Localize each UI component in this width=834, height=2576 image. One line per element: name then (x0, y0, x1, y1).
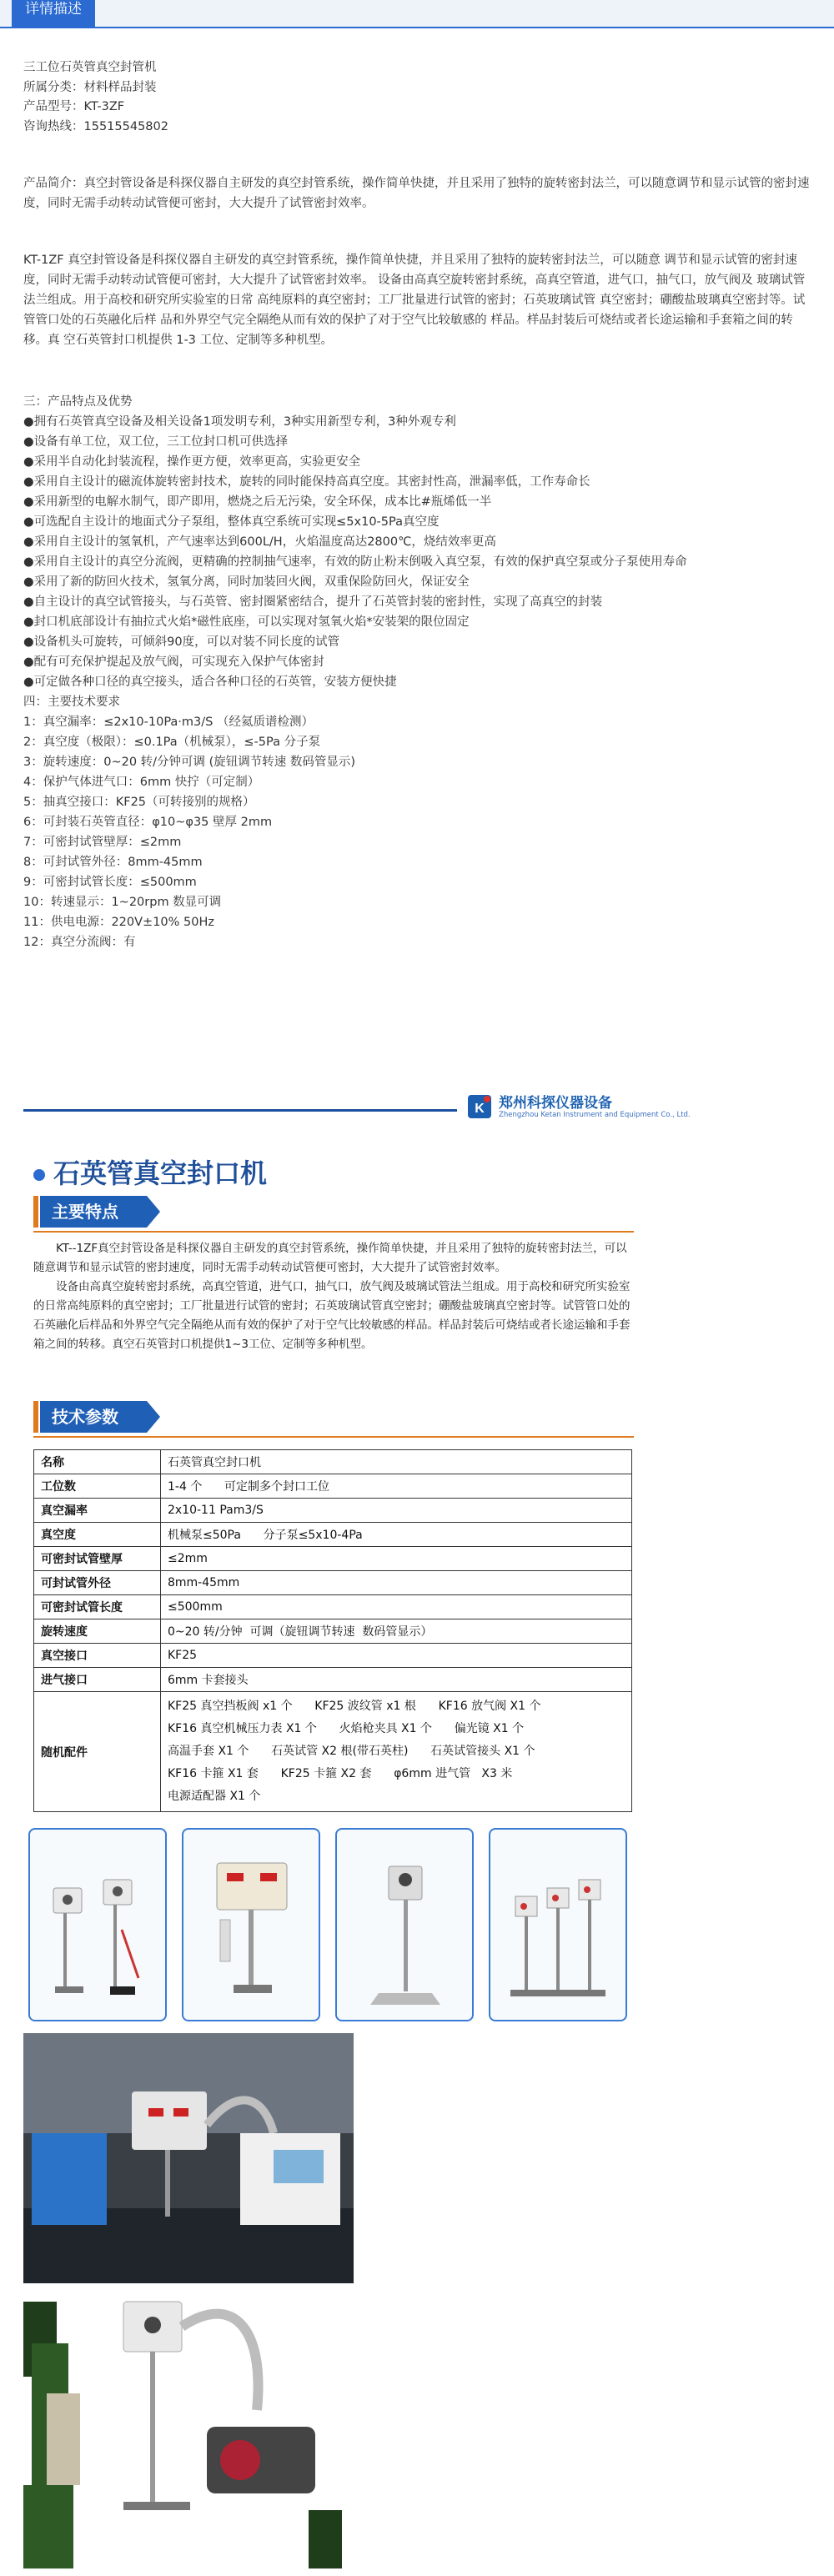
detail-tab-bar (0, 0, 834, 28)
spec-value: 石英管真空封口机 (161, 1450, 632, 1474)
spec-value: 6mm 卡套接头 (161, 1668, 632, 1692)
spec-key: 真空接口 (34, 1644, 161, 1668)
info-title: 三工位石英管真空封管机 (23, 61, 157, 74)
sealer-machine-icon (30, 1830, 165, 2020)
product-thumb-double-station (28, 1828, 167, 2021)
list-item: 电源适配器 X1 个 (168, 1790, 261, 1803)
spec-key: 随机配件 (34, 1692, 161, 1812)
list-item: ●可选配自主设计的地面式分子泵组，整体真空系统可实现≤5x10-5Pa真空度 (23, 515, 440, 529)
sealer-machine-icon (337, 1830, 472, 2020)
list-item: ●采用了新的防回火技术，氢氧分离，同时加装回火阀，双重保险防回火，保证安全 (23, 575, 470, 589)
sealer-machine-icon (490, 1830, 626, 2020)
spec-value: 1-4 个 可定制多个封口工位 (161, 1474, 632, 1499)
tab-details[interactable]: 详情描述 (12, 0, 95, 28)
list-item: KF25 真空挡板阀 x1 个 KF25 波纹管 x1 根 KF16 放气阀 X1 个 (168, 1700, 541, 1713)
svg-text:K: K (475, 1102, 485, 1116)
list-item: 7：可密封试管壁厚：≤2mm (23, 836, 182, 849)
table-row (34, 1644, 632, 1668)
table-row (34, 1619, 632, 1644)
spec-key: 工位数 (34, 1474, 161, 1499)
section-arrow-icon (147, 1401, 160, 1433)
spec-value: 机械泵≤50Pa 分子泵≤5x10-4Pa (161, 1523, 632, 1547)
spec-value: 2x10-11 Pam3/S (161, 1499, 632, 1523)
spec-value: ≤2mm (161, 1547, 632, 1571)
table-row (34, 1523, 632, 1547)
info-category: 所属分类：材料样品封装 (23, 80, 157, 94)
list-item: ●采用新型的电解水制气，即产即用，燃烧之后无污染，安全环保，成本比#瓶烯低一半 (23, 495, 492, 509)
spec-key: 旋转速度 (34, 1619, 161, 1644)
page-title-text: 石英管真空封口机 (53, 1157, 268, 1189)
list-item: 4：保护气体进气口：6mm 快拧（可定制） (23, 776, 260, 789)
list-item: KF16 真空机械压力表 X1 个 火焰枪夹具 X1 个 偏光镜 X1 个 (168, 1722, 525, 1735)
table-row (34, 1499, 632, 1523)
list-item: 2：真空度（极限）：≤0.1Pa（机械泵），≤-5Pa 分子泵 (23, 736, 321, 749)
product-thumb-triple-station (489, 1828, 627, 2021)
section-header-params (33, 1401, 167, 1433)
lab-setup-image-icon (23, 2033, 354, 2283)
table-row (34, 1692, 632, 1812)
list-item: 高温手套 X1 个 石英试管 X2 根(带石英柱) 石英试管接头 X1 个 (168, 1745, 535, 1758)
spec-value: 8mm-45mm (161, 1571, 632, 1595)
feature-paragraphs (33, 1239, 634, 1354)
spec-key: 名称 (34, 1450, 161, 1474)
list-item: ●自主设计的真空试管接头，与石英管、密封圈紧密结合，提升了石英管封装的密封性，实现了高真空的封装 (23, 595, 603, 609)
list-item: ●采用自主设计的氢氧机，产气速率达到600L/H，火焰温度高达2800℃，烧结效率更高 (23, 535, 496, 549)
table-row (34, 1595, 632, 1619)
spec-table (33, 1449, 632, 1812)
page-title (33, 1152, 267, 1191)
list-item: ●采用半自动化封装流程，操作更方便，效率更高，实验更安全 (23, 455, 361, 469)
features-heading: 三：产品特点及优势 (23, 395, 133, 409)
product-thumb-single-station (182, 1828, 320, 2021)
list-item: ●设备有单工位，双工位，三工位封口机可供选择 (23, 435, 289, 449)
list-item: 9：可密封试管长度：≤500mm (23, 876, 197, 889)
sealer-pump-image-icon (23, 2293, 342, 2568)
company-banner (23, 1091, 691, 1122)
spec-key: 真空度 (34, 1523, 161, 1547)
product-intro: 产品简介：真空封管设备是科探仪器自主研发的真空封管系统，操作简单快捷，并且采用了独特的旋转密封法兰，可以随意调节和显示试管的密封速度，同时无需手动转动试管便可密封，大大提升了试管密封效率。 (23, 177, 810, 210)
accessories-list (161, 1692, 632, 1812)
params-heading: 四：主要技术要求 (23, 695, 120, 709)
product-info (23, 58, 811, 137)
company-name-en: Zhengzhou Ketan Instrument and Equipment Co., Ltd. (499, 1111, 691, 1119)
sealer-pump-photo (23, 2293, 342, 2568)
list-item: KF16 卡箍 X1 套 KF25 卡箍 X2 套 φ6mm 进气管 X3 米 (168, 1767, 513, 1780)
company-logo-icon (467, 1092, 492, 1121)
lab-setup-photo (23, 2033, 354, 2283)
list-item: ●采用自主设计的磁流体旋转密封技术，旋转的同时能保持高真空度。其密封性高，泄漏率低，工作寿命长 (23, 475, 590, 489)
product-thumb-rotating-head (335, 1828, 474, 2021)
list-item: ●采用自主设计的真空分流阀，更精确的控制抽气速率，有效的防止粉末倒吸入真空泵，有效的保护真空泵或分子泵使用寿命 (23, 555, 687, 569)
list-item: 10：转速显示：1~20rpm 数显可调 (23, 896, 222, 909)
list-item: ●配有可充保护提起及放气阀，可实现充入保护气体密封 (23, 655, 324, 669)
list-item: 8：可封试管外径：8mm-45mm (23, 856, 203, 869)
section-title: 主要特点 (40, 1196, 147, 1228)
table-row (34, 1450, 632, 1474)
section-header-features (33, 1196, 167, 1228)
spec-key: 可密封试管长度 (34, 1595, 161, 1619)
features-list (23, 392, 811, 952)
section-accent (33, 1196, 38, 1228)
table-row (34, 1474, 632, 1499)
spec-value: ≤500mm (161, 1595, 632, 1619)
info-model: 产品型号：KT-3ZF (23, 100, 125, 113)
section-accent (33, 1401, 38, 1433)
spec-key: 可封试管外径 (34, 1571, 161, 1595)
section-title: 技术参数 (40, 1401, 147, 1433)
table-row (34, 1668, 632, 1692)
list-item: 5：抽真空接口：KF25（可转接别的规格） (23, 796, 255, 809)
list-item: 6：可封装石英管直径：φ10~φ35 壁厚 2mm (23, 816, 273, 829)
list-item: ●设备机头可旋转，可倾斜90度，可以对装不同长度的试管 (23, 635, 340, 649)
list-item: ●封口机底部设计有抽拉式火焰*磁性底座，可以实现对氢氧火焰*安装架的限位固定 (23, 615, 470, 629)
spec-key: 可密封试管壁厚 (34, 1547, 161, 1571)
list-item: 1：真空漏率：≤2x10-10Pa·m3/S （经氦质谱检测） (23, 716, 314, 729)
product-description: KT-1ZF 真空封管设备是科探仪器自主研发的真空封管系统，操作简单快捷，并且采用了独特的旋转密封法兰，可以随意 调节和显示试管的密封速度，同时无需手动转动试管便可密封，大大提升了试管密封效率。 设备由高真空旋转密封系统，高真空管道，进气口，抽气口，放气阀及 玻璃试管法兰组成。用于高校和研究所实验室的日常 高纯原料的真空密封；工厂批量进行试管的密封；石英玻璃试管 真空密封；硼酸盐玻璃真空密封等。试管管口处的石英融化后样 品和外界空气完全隔绝从而有效的保护了对于空气比较敏感的 样品。样品封装后可烧结或者长途运输和手套箱之间的转移。真 空石英管封口机提供 1-3 工位、定制等多种机型。 (23, 254, 806, 347)
spec-key: 真空漏率 (34, 1499, 161, 1523)
table-row (34, 1571, 632, 1595)
list-item: ●可定做各种口径的真空接头，适合各种口径的石英管，安装方便快捷 (23, 675, 397, 689)
sealer-machine-icon (183, 1830, 319, 2020)
info-hotline: 咨询热线：15515545802 (23, 119, 168, 133)
section-arrow-icon (147, 1196, 160, 1228)
section-underline (33, 1231, 634, 1233)
list-item: ●拥有石英管真空设备及相关设备1项发明专利，3种实用新型专利，3种外观专利 (23, 415, 456, 429)
bullet-icon (33, 1169, 45, 1181)
spec-key: 进气接口 (34, 1668, 161, 1692)
table-row (34, 1547, 632, 1571)
banner-divider (23, 1109, 457, 1112)
spec-value: KF25 (161, 1644, 632, 1668)
list-item: 3：旋转速度：0~20 转/分钟可调 (旋钮调节转速 数码管显示) (23, 756, 356, 769)
feature-paragraph: 设备由高真空旋转密封系统，高真空管道，进气口，抽气口，放气阀及玻璃试管法兰组成。用于高校和研究所实验室的日常高纯原料的真空密封；工厂批量进行试管的密封；石英玻璃试管真空密封；硼酸盐玻璃真空密封等。试管管口处的石英融化后样品和外界空气完全隔绝从而有效的保护了对于空气比较敏感的样品。样品封装后可烧结或者长途运输和手套箱之间的转移。真空石英管封口机提供1~3工位、定制等多种机型。 (33, 1280, 631, 1351)
list-item: 12：真空分流阀：有 (23, 936, 136, 949)
spec-value: 0~20 转/分钟 可调（旋钮调节转速 数码管显示） (161, 1619, 632, 1644)
list-item: 11：供电电源：220V±10% 50Hz (23, 916, 214, 929)
company-name: 郑州科探仪器设备 (499, 1095, 612, 1112)
feature-paragraph: KT--1ZF真空封管设备是科探仪器自主研发的真空封管系统，操作简单快捷，并且采用了独特的旋转密封法兰，可以随意调节和显示试管的密封速度，同时无需手动转动试管便可密封，大大提升了试管密封效率。 (33, 1242, 627, 1274)
section-underline (33, 1436, 634, 1438)
